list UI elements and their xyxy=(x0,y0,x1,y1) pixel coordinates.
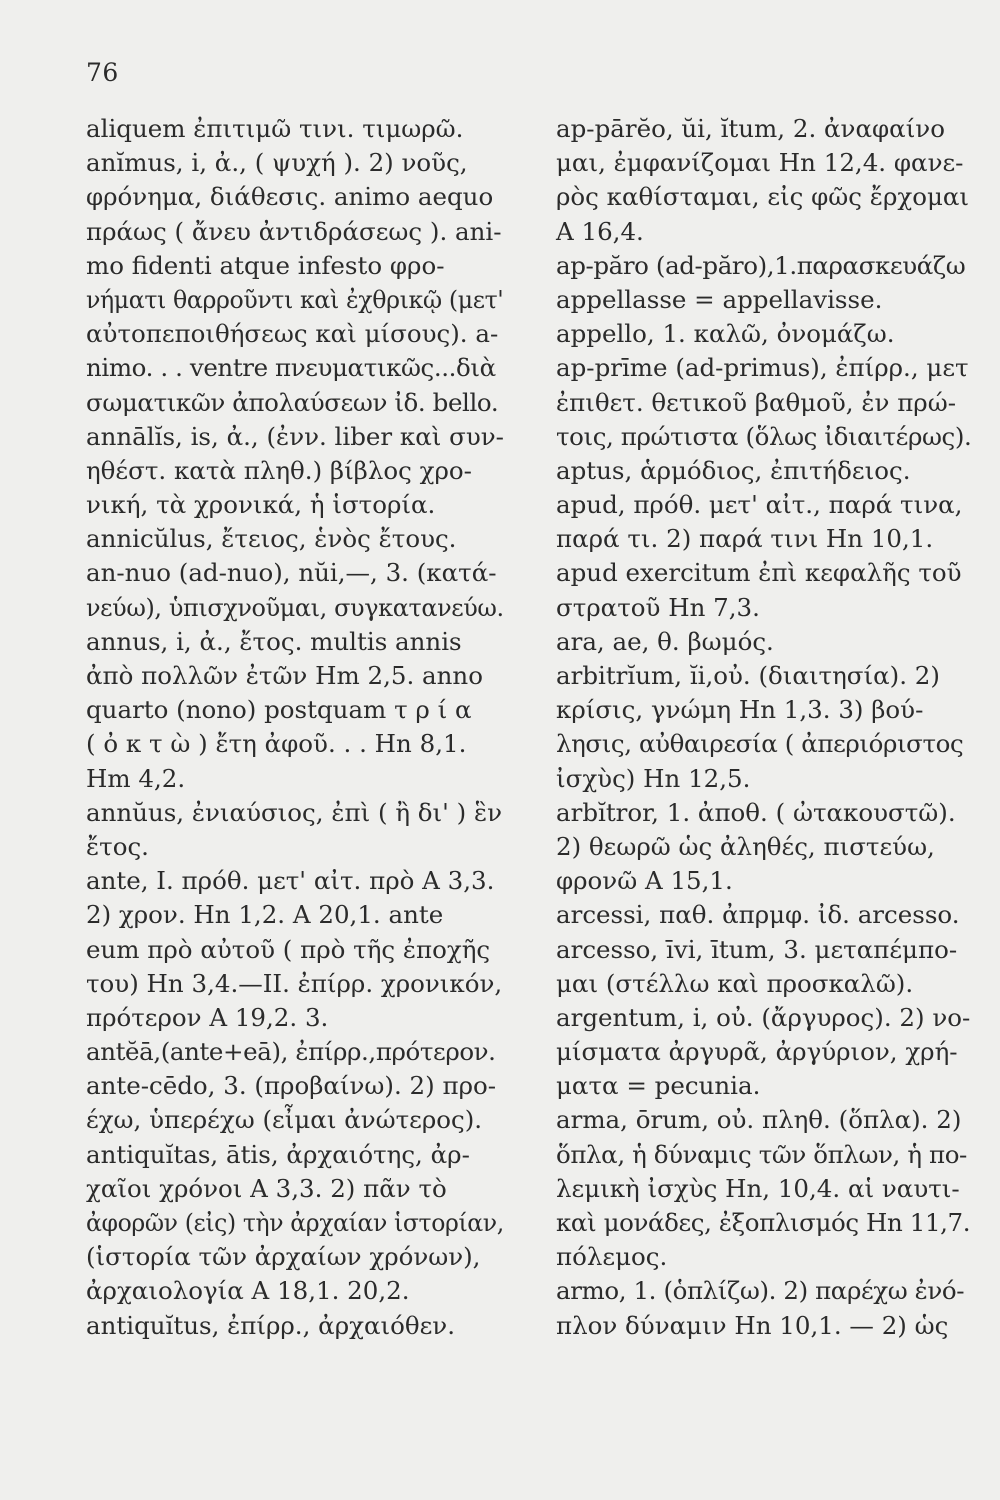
entry-line: ap-prīme (ad-primus), ἐπίρρ., μετ xyxy=(556,353,969,383)
entry-line: arcessi, παθ. ἀπρμφ. ἰδ. arcesso. xyxy=(556,900,960,930)
entry-line: ἐπιθετ. θετικοῦ βαθμοῦ, ἐν πρώ- xyxy=(556,387,956,417)
entry-line: χαῖοι χρόνοι A 3,3. 2) πᾶν τὸ xyxy=(86,1173,447,1203)
entry-line: καὶ μονάδες, ἐξοπλισμός Hn 11,7. xyxy=(556,1208,971,1237)
entry-line: νήματι θαρροῦντι καὶ ἐχθρικῷ (μετ' xyxy=(86,284,504,314)
entry-line: anĭmus, i, ἀ., ( ψυχή ). 2) νοῦς, xyxy=(86,148,468,178)
entry-line: ap-pārĕo, ŭi, ĭtum, 2. ἀναφαίνο xyxy=(556,114,945,143)
entry-line: arma, ōrum, οὐ. πληθ. (ὅπλα). 2) xyxy=(556,1105,962,1135)
entry-line: annus, i, ἀ., ἔτος. multis annis xyxy=(86,626,462,656)
entry-line: του) Hn 3,4.—II. ἐπίρρ. χρονικόν, xyxy=(86,968,503,998)
entry-line: νεύω), ὑπισχνοῦμαι, συγκατανεύω. xyxy=(86,592,504,622)
entry-line: appello, 1. καλῶ, ὀνομάζω. xyxy=(556,319,895,349)
entry-line: apud exercitum ἐπὶ κεφαλῆς τοῦ xyxy=(556,558,962,588)
entry-line: A 16,4. xyxy=(556,216,644,246)
entry-line: ηθέστ. κατὰ πληθ.) βίβλος χρο- xyxy=(86,455,472,485)
entry-line: armo, 1. (ὁπλίζω). 2) παρέχω ἐνό- xyxy=(556,1276,965,1306)
entry-line: annālĭs, is, ἀ., (ἐνν. liber καὶ συν- xyxy=(86,421,504,451)
entry-line: ara, ae, θ. βωμός. xyxy=(556,626,774,656)
entry-line: annŭus, ἐνιαύσιος, ἐπὶ ( ἢ δι' ) ἓν xyxy=(86,797,503,827)
entry-line: aliquem ἐπιτιμῶ τινι. τιμωρῶ. xyxy=(86,114,464,143)
entry-line: λησις, αὐθαιρεσία ( ἀπεριόριστος xyxy=(556,729,964,759)
entry-line: λεμικὴ ἰσχὺς Hn, 10,4. αἱ ναυτι- xyxy=(556,1173,960,1203)
entry-line: πράως ( ἄνευ ἀντιδράσεως ). ani- xyxy=(86,216,502,246)
entry-line: σωματικῶν ἀπολαύσεων ἰδ. bello. xyxy=(86,387,499,417)
entry-line: ante-cēdo, 3. (προβαίνω). 2) προ- xyxy=(86,1071,497,1101)
entry-line: arcesso, īvi, ītum, 3. μεταπέμπο- xyxy=(556,934,958,964)
entry-line: πόλεμος. xyxy=(556,1242,668,1272)
entry-line: antiquĭtus, ἐπίρρ., ἀρχαιόθεν. xyxy=(86,1310,455,1340)
entry-line: νική, τὰ χρονικά, ἡ ἱστορία. xyxy=(86,490,436,520)
entry-line: ματα = pecunia. xyxy=(556,1071,761,1101)
entry-line: τοις, πρώτιστα (ὅλως ἰδιαιτέρως). xyxy=(556,421,972,451)
entry-line: aptus, ἁρμόδιος, ἐπιτήδειος. xyxy=(556,455,911,485)
entry-line: (ἱστορία τῶν ἀρχαίων χρόνων), xyxy=(86,1242,481,1272)
entry-line: μαι (στέλλω καὶ προσκαλῶ). xyxy=(556,968,914,998)
entry-line: στρατοῦ Hn 7,3. xyxy=(556,592,760,622)
entry-line: πλον δύναμιν Hn 10,1. — 2) ὡς xyxy=(556,1310,949,1340)
entry-line: mo fidenti atque infesto φρο- xyxy=(86,250,445,280)
entry-line: 2) θεωρῶ ὡς ἀληθές, πιστεύω, xyxy=(556,831,935,861)
entry-line: κρίσις, γνώμη Hn 1,3. 3) βού- xyxy=(556,695,924,725)
entry-line: antiquĭtas, ātis, ἀρχαιότης, ἀρ- xyxy=(86,1139,470,1169)
entry-line: apud, πρόθ. μετ' αἰτ., παρά τινα, xyxy=(556,490,963,520)
entry-line: eum πρὸ αὐτοῦ ( πρὸ τῆς ἐποχῆς xyxy=(86,934,491,964)
entry-line: nimo. . . ventre πνευματικῶς...διὰ xyxy=(86,353,496,383)
entry-line: έχω, ὑπερέχω (εἶμαι ἀνώτερος). xyxy=(86,1105,483,1135)
entry-line: μίσματα ἀργυρᾶ, ἀργύριον, χρή- xyxy=(556,1037,958,1067)
entry-line: αὐτοπεποιθήσεως καὶ μίσους). a- xyxy=(86,319,499,349)
entry-line: παρά τι. 2) παρά τινι Hn 10,1. xyxy=(556,524,934,554)
entry-line: Hm 4,2. xyxy=(86,763,186,793)
entry-line: ἰσχὺς) Hn 12,5. xyxy=(556,763,751,793)
entry-line: an-nuo (ad-nuo), nŭi,—, 3. (κατά- xyxy=(86,558,497,588)
entry-line: ( ὀ κ τ ὼ ) ἔτη ἀφοῦ. . . Hn 8,1. xyxy=(86,729,467,759)
entry-line: μαι, ἐμφανίζομαι Hn 12,4. φανε- xyxy=(556,148,964,178)
entry-line: ὅπλα, ἡ δύναμις τῶν ὅπλων, ἡ πο- xyxy=(556,1139,967,1169)
entry-line: ἔτος. xyxy=(86,831,149,861)
page-number: 76 xyxy=(86,58,119,87)
entry-line: argentum, i, οὐ. (ἄργυρος). 2) νο- xyxy=(556,1002,971,1032)
entry-line: φρόνημα, διάθεσις. animo aequo xyxy=(86,182,494,212)
right-column xyxy=(556,112,971,1343)
entry-line: ante, I. πρόθ. μετ' αἰτ. πρὸ A 3,3. xyxy=(86,866,495,896)
entry-line: annicŭlus, ἔτειος, ἑνὸς ἔτους. xyxy=(86,524,457,554)
entry-line: appellasse = appellavisse. xyxy=(556,284,883,314)
entry-line: ap-păro (ad-păro),1.παρασκευάζω xyxy=(556,250,966,280)
entry-line: φρονῶ A 15,1. xyxy=(556,866,733,896)
entry-line: arbitrĭum, ĭi,οὐ. (διαιτησία). 2) xyxy=(556,661,940,690)
left-column xyxy=(86,112,504,1343)
entry-line: ἀπὸ πολλῶν ἐτῶν Hm 2,5. anno xyxy=(86,661,483,690)
entry-line: antĕā,(ante+eā), ἐπίρρ.,πρότερον. xyxy=(86,1037,496,1067)
entry-line: quarto (nono) postquam τ ρ ί α xyxy=(86,695,472,725)
entry-line: ἀρχαιολογία A 18,1. 20,2. xyxy=(86,1276,410,1306)
entry-line: 2) χρον. Hn 1,2. A 20,1. ante xyxy=(86,900,444,930)
entry-line: πρότερον A 19,2. 3. xyxy=(86,1002,329,1032)
entry-line: ἀφορῶν (εἰς) τὴν ἀρχαίαν ἱστορίαν, xyxy=(86,1208,504,1237)
entry-line: arbĭtror, 1. ἀποθ. ( ὠτακουστῶ). xyxy=(556,797,956,827)
entry-line: ρὸς καθίσταμαι, εἰς φῶς ἔρχομαι xyxy=(556,182,970,212)
